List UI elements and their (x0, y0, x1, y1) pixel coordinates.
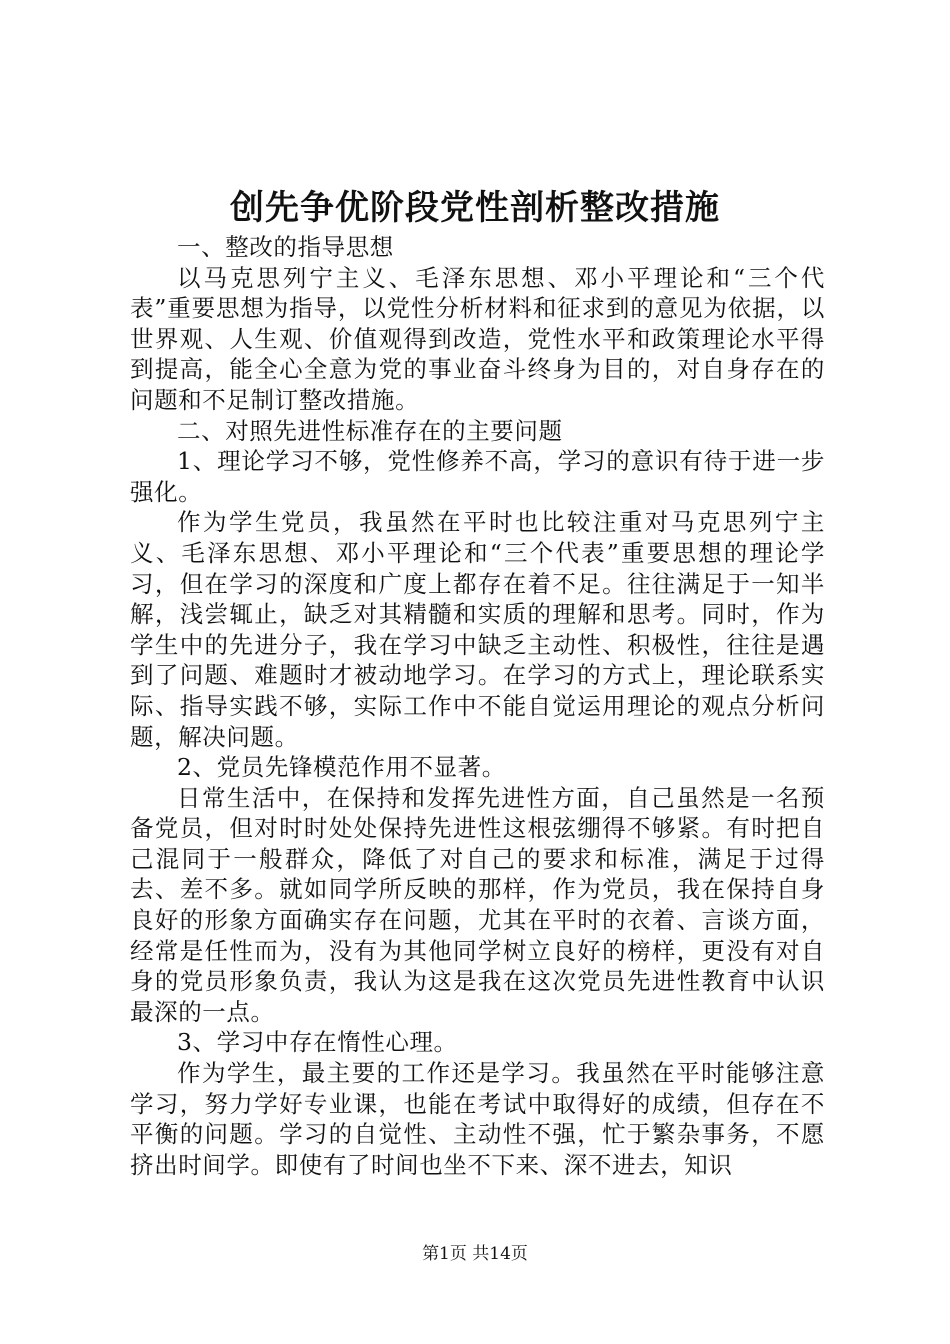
document-body (130, 232, 825, 1180)
paragraph-issue-1: 作为学生党员，我虽然在平时也比较注重对马克思列宁主义、毛泽东思想、邓小平理论和“三个代表”重要思想的理论学习，但在学习的深度和广度上都存在着不足。往往满足于一知半解，浅尝辄止，缺乏对其精髓和实质的理解和思考。同时，作为学生中的先进分子，我在学习中缺乏主动性、积极性，往往是遇到了问题、难题时才被动地学习。在学习的方式上，理论联系实际、指导实践不够，实际工作中不能自觉运用理论的观点分析问题，解决问题。 (130, 508, 825, 751)
paragraph-issue-3: 作为学生，最主要的工作还是学习。我虽然在平时能够注意学习，努力学好专业课，也能在考试中取得好的成绩，但存在不平衡的问题。学习的自觉性、主动性不强，忙于繁杂事务，不愿挤出时间学。即使有了时间也坐不下来、深不进去，知识 (130, 1059, 825, 1179)
section-heading-2: 二、对照先进性标准存在的主要问题 (177, 416, 563, 445)
issue-heading-2: 2、党员先锋模范作用不显著。 (177, 753, 506, 782)
page-number-footer: 第1页 共14页 (422, 1244, 528, 1264)
paragraph-issue-2: 日常生活中，在保持和发挥先进性方面，自己虽然是一名预备党员，但对时时处处保持先进性这根弦绷得不够紧。有时把自己混同于一般群众，降低了对自己的要求和标准，满足于过得去、差不多。就如同学所反映的那样，作为党员，我在保持自身良好的形象方面确实存在问题，尤其在平时的衣着、言谈方面，经常是任性而为，没有为其他同学树立良好的榜样，更没有对自身的党员形象负责，我认为这是我在这次党员先进性教育中认识最深的一点。 (130, 783, 825, 1026)
paragraph-guiding-ideology: 以马克思列宁主义、毛泽东思想、邓小平理论和“三个代表”重要思想为指导，以党性分析材料和征求到的意见为依据，以世界观、人生观、价值观得到改造，党性水平和政策理论水平得到提高，能全心全意为党的事业奋斗终身为目的，对自身存在的问题和不足制订整改措施。 (130, 263, 825, 414)
issue-heading-1: 1、理论学习不够，党性修养不高，学习的意识有待于进一步强化。 (130, 447, 825, 506)
document-title: 创先争优阶段党性剖析整改措施 (230, 188, 720, 228)
issue-heading-3: 3、学习中存在惰性心理。 (177, 1028, 458, 1057)
section-heading-1: 一、整改的指导思想 (177, 233, 394, 261)
